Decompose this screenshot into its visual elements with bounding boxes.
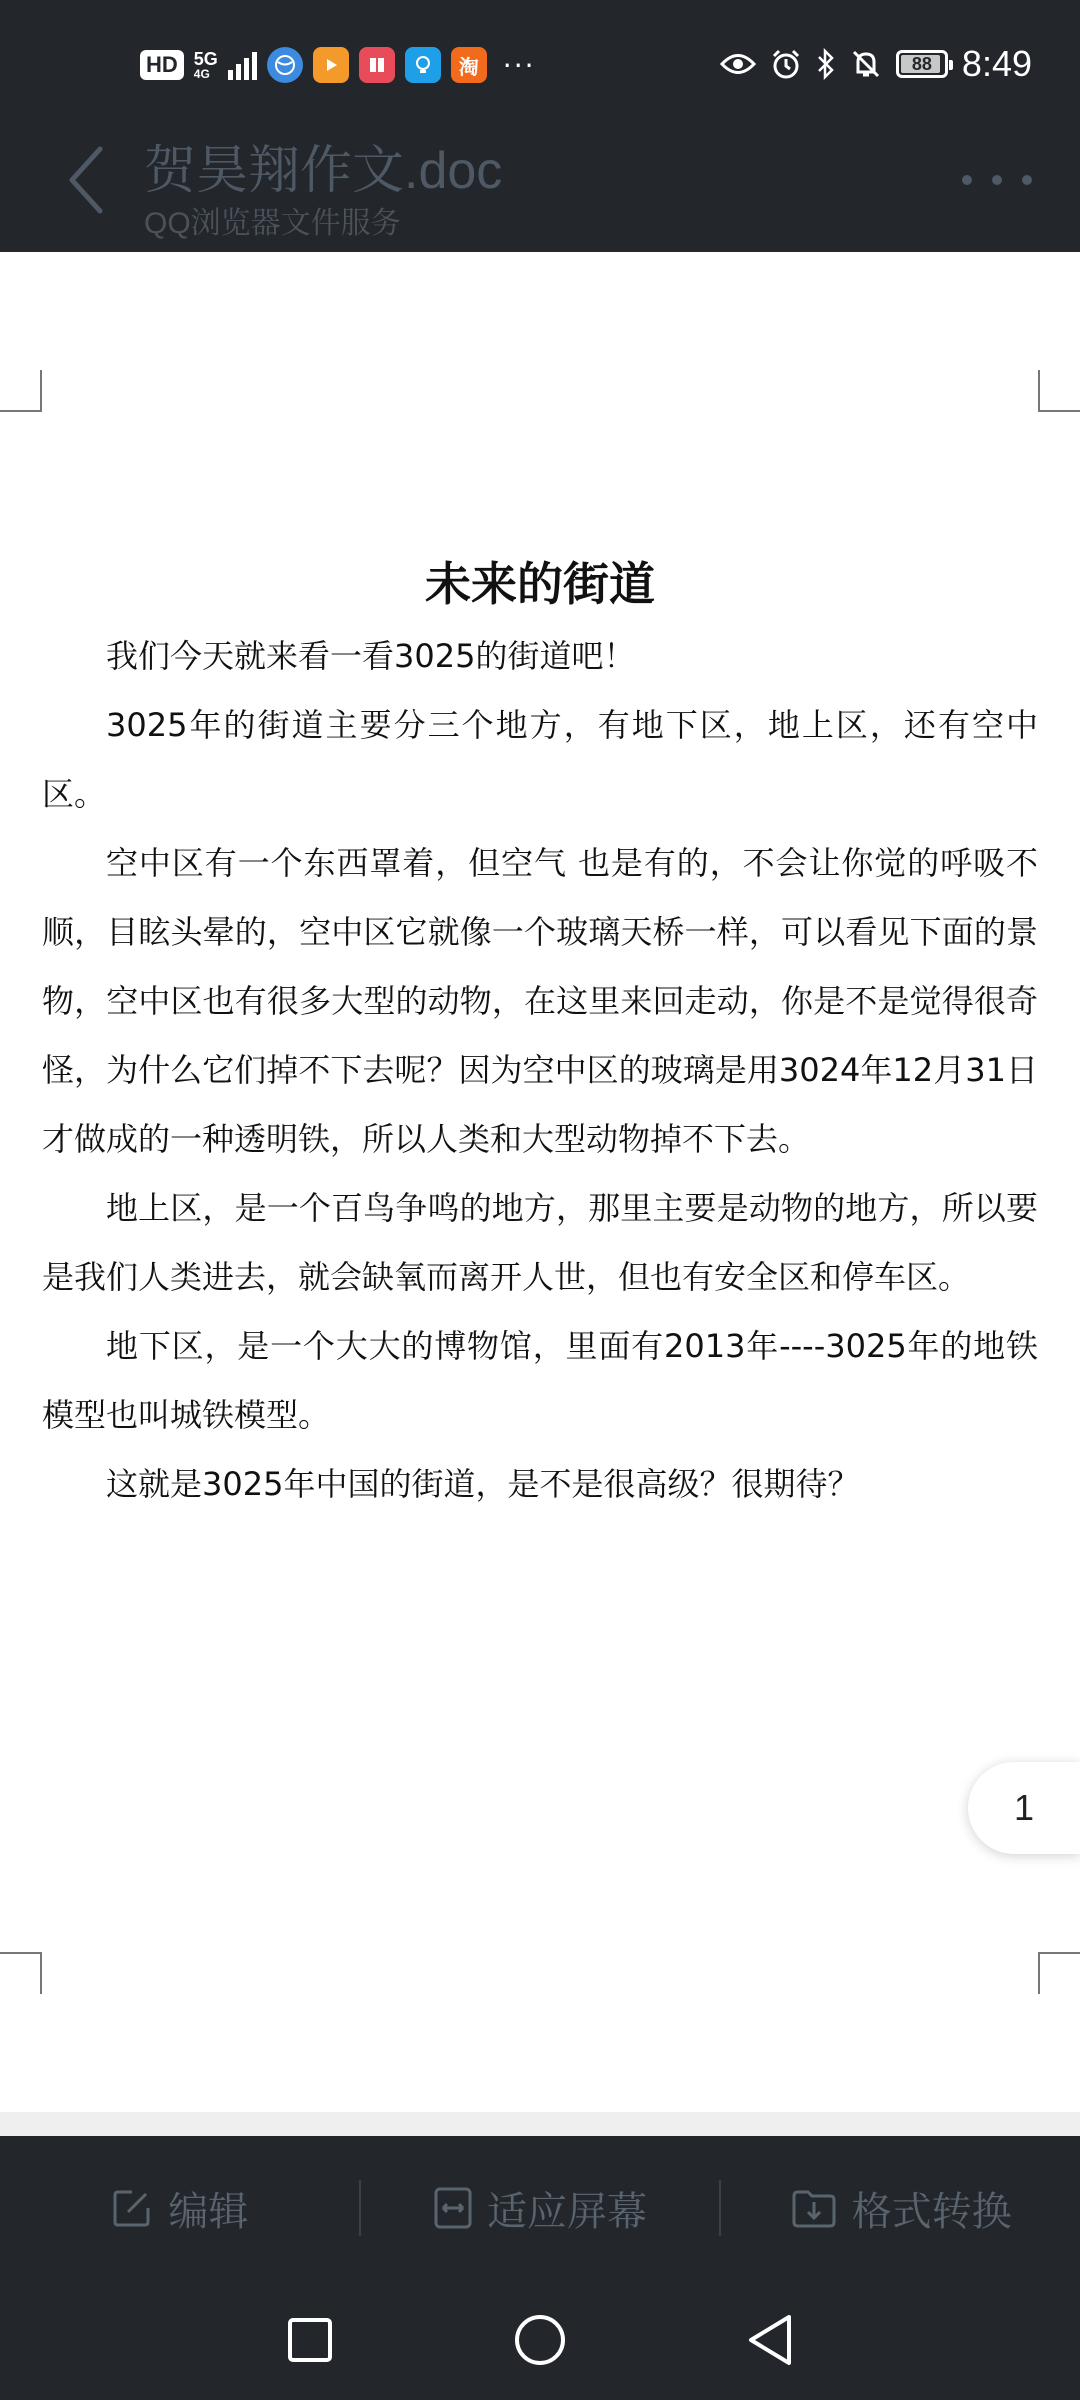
essay-body <box>42 622 1038 1519</box>
triangle-back-icon <box>745 2313 795 2367</box>
status-time: 8:49 <box>961 43 1032 84</box>
page-corner-mark <box>0 1952 42 1994</box>
dot-icon <box>962 175 972 185</box>
page-corner-mark <box>0 370 42 412</box>
fit-screen-button[interactable] <box>361 2136 720 2280</box>
dot-icon <box>992 175 1002 185</box>
square-icon <box>287 2317 333 2363</box>
essay-paragraph: 3025年的街道主要分三个地方，有地下区，地上区，还有空中区。 <box>42 706 1038 813</box>
status-right-icons <box>720 36 1032 92</box>
battery-level: 88 <box>911 53 932 74</box>
fit-screen-icon <box>433 2186 473 2230</box>
more-notifications-icon: ··· <box>502 48 536 82</box>
eye-icon <box>720 51 756 77</box>
chevron-left-icon <box>66 145 106 215</box>
bluetooth-icon <box>816 48 836 80</box>
edit-label: 编辑 <box>168 2189 249 2234</box>
video-app-icon <box>313 47 349 83</box>
essay-paragraph: 地下区，是一个大大的博物馆，里面有2013年----3025年的地铁模型也叫城铁模型。 <box>42 1327 1038 1434</box>
reader-app-icon <box>359 47 395 83</box>
essay-title: 未来的街道 <box>425 557 655 611</box>
format-convert-button[interactable] <box>721 2136 1080 2280</box>
hd-indicator: HD <box>140 50 184 80</box>
title-bar <box>0 120 1080 252</box>
essay-paragraph: 空中区有一个东西罩着，但空气 也是有的，不会让你觉的呼吸不顺，目眩头晕的，空中区它就像一个玻璃天桥一样，可以看见下面的景物，空中区也有很多大型的动物，在这里来回走动，你是不是觉得很奇怪，为什么它们掉不下去呢？因为空中区的玻璃是用3024年12月31日才做成的一种透明铁，所以人类和大型动物掉不下去。 <box>42 844 1038 1158</box>
back-nav-button[interactable] <box>740 2310 800 2370</box>
edit-button[interactable] <box>0 2136 359 2280</box>
network-type-label: 5G <box>193 49 218 69</box>
bottom-toolbar <box>0 2136 1080 2280</box>
format-convert-label: 格式转换 <box>851 2189 1012 2234</box>
taobao-label: 淘 <box>458 56 479 79</box>
idea-app-icon <box>405 47 441 83</box>
circle-icon <box>513 2313 567 2367</box>
back-button[interactable] <box>56 140 116 220</box>
page-number-badge[interactable]: 1 <box>968 1762 1080 1854</box>
signal-icon <box>228 50 257 80</box>
essay-paragraph: 地上区，是一个百鸟争鸣的地方，那里主要是动物的地方，所以要是我们人类进去，就会缺氧而离开人世，但也有安全区和停车区。 <box>42 1189 1038 1296</box>
status-bar <box>0 0 1080 120</box>
page-corner-mark <box>1038 370 1080 412</box>
taobao-app-icon <box>451 47 487 83</box>
battery-icon <box>896 50 948 78</box>
status-left-icons <box>140 40 536 90</box>
network-type <box>194 50 218 80</box>
document-page[interactable] <box>0 252 1080 2112</box>
recents-button[interactable] <box>280 2310 340 2370</box>
dot-icon <box>1022 175 1032 185</box>
home-button[interactable] <box>510 2310 570 2370</box>
browser-app-icon <box>267 47 303 83</box>
edit-icon <box>110 2186 154 2230</box>
document-source: QQ浏览器文件服务 <box>144 207 401 240</box>
network-sub-label: 4G <box>193 67 210 81</box>
alarm-icon <box>770 48 802 80</box>
navigation-bar <box>0 2280 1080 2400</box>
essay-paragraph: 这就是3025年中国的街道，是不是很高级？很期待？ <box>106 1465 860 1503</box>
page-separator <box>0 2112 1080 2136</box>
fit-screen-label: 适应屏幕 <box>487 2189 647 2234</box>
document-name: 贺昊翔作文.doc <box>144 142 503 200</box>
mute-bell-icon <box>850 48 882 80</box>
essay-paragraph: 我们今天就来看一看3025的街道吧！ <box>106 637 636 675</box>
page-corner-mark <box>1038 1952 1080 1994</box>
more-options-button[interactable] <box>962 160 1032 200</box>
download-folder-icon <box>790 2186 838 2230</box>
